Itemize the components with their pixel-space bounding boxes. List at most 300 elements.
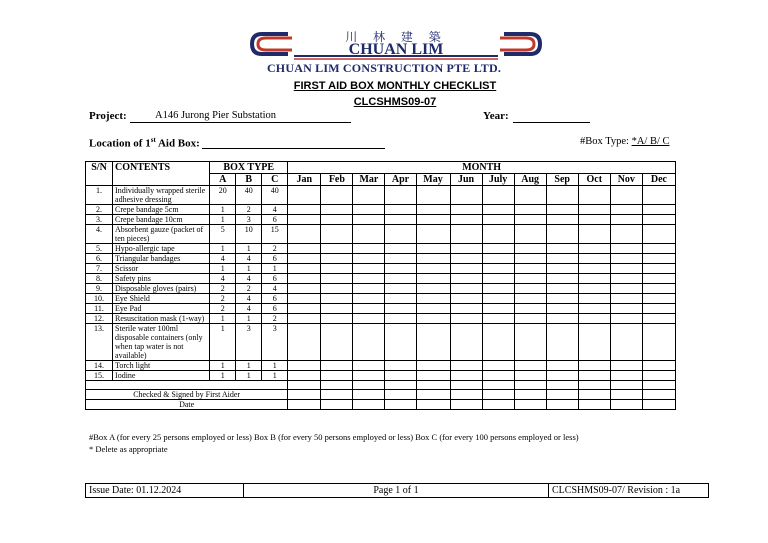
sign-cell-apr[interactable]: [385, 400, 416, 410]
check-cell-mar[interactable]: [353, 324, 385, 361]
table-row: [86, 186, 676, 205]
check-cell-dec[interactable]: [642, 244, 675, 254]
qty-c: 2: [262, 314, 288, 324]
check-cell-jun[interactable]: [450, 274, 482, 284]
check-cell-feb[interactable]: [321, 264, 353, 274]
month-header-feb: Feb: [321, 174, 353, 186]
sign-cell-oct[interactable]: [578, 390, 610, 400]
check-cell-dec[interactable]: [642, 304, 675, 314]
month-header-july: July: [482, 174, 514, 186]
row-sn: 2.: [86, 205, 113, 215]
check-cell-nov[interactable]: [610, 274, 642, 284]
check-cell-sep[interactable]: [546, 274, 578, 284]
signed-label: Checked & Signed by First Aider: [86, 390, 288, 400]
check-cell-mar[interactable]: [353, 205, 385, 215]
check-cell-oct[interactable]: [578, 274, 610, 284]
check-cell-sep[interactable]: [546, 371, 578, 381]
qty-a: 20: [210, 186, 236, 205]
check-cell-sep[interactable]: [546, 264, 578, 274]
check-cell-dec[interactable]: [642, 314, 675, 324]
check-cell-jun[interactable]: [450, 371, 482, 381]
check-cell-mar[interactable]: [353, 254, 385, 264]
qty-a: 1: [210, 264, 236, 274]
sign-cell-july: [482, 381, 514, 390]
check-cell-nov[interactable]: [610, 186, 642, 205]
check-cell-sep[interactable]: [546, 215, 578, 225]
check-cell-jun[interactable]: [450, 186, 482, 205]
qty-b: 40: [236, 186, 262, 205]
check-cell-dec[interactable]: [642, 264, 675, 274]
sign-cell-feb[interactable]: [321, 390, 353, 400]
check-cell-apr[interactable]: [385, 284, 416, 294]
sign-cell-nov[interactable]: [610, 390, 642, 400]
row-item: Iodine: [113, 371, 210, 381]
checklist-table: [85, 161, 676, 410]
table-row: [86, 215, 676, 225]
check-cell-apr[interactable]: [385, 274, 416, 284]
qty-c: 6: [262, 274, 288, 284]
check-cell-aug[interactable]: [514, 314, 546, 324]
month-header-aug: Aug: [514, 174, 546, 186]
check-cell-july[interactable]: [482, 314, 514, 324]
table-row: [86, 244, 676, 254]
check-cell-dec[interactable]: [642, 324, 675, 361]
row-item: Torch light: [113, 361, 210, 371]
check-cell-feb[interactable]: [321, 274, 353, 284]
check-cell-feb[interactable]: [321, 371, 353, 381]
check-cell-nov[interactable]: [610, 225, 642, 244]
check-cell-july[interactable]: [482, 205, 514, 215]
check-cell-may[interactable]: [416, 371, 450, 381]
check-cell-jun[interactable]: [450, 284, 482, 294]
check-cell-oct[interactable]: [578, 324, 610, 361]
check-cell-oct[interactable]: [578, 205, 610, 215]
check-cell-may[interactable]: [416, 314, 450, 324]
check-cell-may[interactable]: [416, 304, 450, 314]
check-cell-sep[interactable]: [546, 294, 578, 304]
check-cell-apr[interactable]: [385, 244, 416, 254]
month-header-mar: Mar: [353, 174, 385, 186]
qty-c: 1: [262, 371, 288, 381]
year-label: Year:: [483, 110, 509, 122]
check-cell-nov[interactable]: [610, 284, 642, 294]
sign-cell-mar[interactable]: [353, 390, 385, 400]
check-cell-jun[interactable]: [450, 314, 482, 324]
check-cell-oct[interactable]: [578, 314, 610, 324]
row-item: Crepe bandage 5cm: [113, 205, 210, 215]
sign-cell-jun[interactable]: [450, 390, 482, 400]
check-cell-sep[interactable]: [546, 304, 578, 314]
table-row: [86, 264, 676, 274]
check-cell-may[interactable]: [416, 225, 450, 244]
check-cell-apr[interactable]: [385, 371, 416, 381]
check-cell-jan[interactable]: [288, 294, 321, 304]
sign-cell-nov: [610, 381, 642, 390]
sign-cell-jun[interactable]: [450, 400, 482, 410]
check-cell-aug[interactable]: [514, 361, 546, 371]
sign-cell-oct[interactable]: [578, 400, 610, 410]
check-cell-mar[interactable]: [353, 186, 385, 205]
row-sn: 8.: [86, 274, 113, 284]
check-cell-feb[interactable]: [321, 186, 353, 205]
check-cell-oct[interactable]: [578, 186, 610, 205]
check-cell-mar[interactable]: [353, 225, 385, 244]
qty-a: 1: [210, 244, 236, 254]
row-sn: 1.: [86, 186, 113, 205]
sign-cell-sep[interactable]: [546, 400, 578, 410]
check-cell-july[interactable]: [482, 371, 514, 381]
check-cell-sep[interactable]: [546, 324, 578, 361]
check-cell-jun[interactable]: [450, 244, 482, 254]
date-label: Date: [86, 400, 288, 410]
month-header-jan: Jan: [288, 174, 321, 186]
check-cell-aug[interactable]: [514, 371, 546, 381]
check-cell-oct[interactable]: [578, 215, 610, 225]
check-cell-jan[interactable]: [288, 371, 321, 381]
row-item: Absorbent gauze (packet of ten pieces): [113, 225, 210, 244]
check-cell-jan[interactable]: [288, 254, 321, 264]
year-field[interactable]: [513, 110, 590, 123]
check-cell-feb[interactable]: [321, 304, 353, 314]
table-row: [86, 254, 676, 264]
table-row: [86, 205, 676, 215]
check-cell-apr[interactable]: [385, 186, 416, 205]
box-type-note: #Box A (for every 25 persons employed or less) Box B (for every 50 persons employed or less) Box C (for every 100 persons employed or less): [89, 432, 579, 442]
table-row: [86, 324, 676, 361]
check-cell-jun[interactable]: [450, 361, 482, 371]
date-row: [86, 400, 676, 410]
check-cell-may[interactable]: [416, 274, 450, 284]
qty-a: 2: [210, 284, 236, 294]
check-cell-may[interactable]: [416, 284, 450, 294]
check-cell-jan[interactable]: [288, 324, 321, 361]
check-cell-may[interactable]: [416, 254, 450, 264]
check-cell-feb[interactable]: [321, 294, 353, 304]
project-field[interactable]: [130, 110, 351, 123]
check-cell-mar[interactable]: [353, 371, 385, 381]
check-cell-aug[interactable]: [514, 304, 546, 314]
sign-cell-july[interactable]: [482, 390, 514, 400]
sign-cell-jun: [450, 381, 482, 390]
check-cell-jan[interactable]: [288, 205, 321, 215]
check-cell-dec[interactable]: [642, 215, 675, 225]
page-number: Page 1 of 1: [244, 484, 549, 498]
check-cell-dec[interactable]: [642, 274, 675, 284]
check-cell-jan[interactable]: [288, 304, 321, 314]
check-cell-oct[interactable]: [578, 225, 610, 244]
check-cell-feb[interactable]: [321, 254, 353, 264]
box-type: [580, 136, 670, 147]
company-name: CHUAN LIM CONSTRUCTION PTE LTD.: [266, 61, 502, 75]
check-cell-may[interactable]: [416, 324, 450, 361]
check-cell-jan[interactable]: [288, 244, 321, 254]
check-cell-may[interactable]: [416, 186, 450, 205]
check-cell-aug[interactable]: [514, 274, 546, 284]
check-cell-feb[interactable]: [321, 215, 353, 225]
check-cell-jan[interactable]: [288, 314, 321, 324]
check-cell-july[interactable]: [482, 254, 514, 264]
qty-c: 15: [262, 225, 288, 244]
row-sn: 6.: [86, 254, 113, 264]
check-cell-dec[interactable]: [642, 205, 675, 215]
check-cell-jan[interactable]: [288, 186, 321, 205]
check-cell-jan[interactable]: [288, 284, 321, 294]
check-cell-july[interactable]: [482, 284, 514, 294]
table-row: [86, 284, 676, 294]
check-cell-apr[interactable]: [385, 264, 416, 274]
row-item: Safety pins: [113, 274, 210, 284]
blank-cell: [86, 381, 288, 390]
check-cell-apr[interactable]: [385, 304, 416, 314]
check-cell-aug[interactable]: [514, 215, 546, 225]
check-cell-aug[interactable]: [514, 284, 546, 294]
project-label: Project:: [89, 110, 127, 122]
sign-cell-feb[interactable]: [321, 400, 353, 410]
sign-cell-jan[interactable]: [288, 390, 321, 400]
check-cell-nov[interactable]: [610, 294, 642, 304]
qty-b: 4: [236, 304, 262, 314]
sign-cell-aug: [514, 381, 546, 390]
check-cell-apr[interactable]: [385, 215, 416, 225]
check-cell-feb[interactable]: [321, 324, 353, 361]
sign-cell-may[interactable]: [416, 390, 450, 400]
check-cell-july[interactable]: [482, 225, 514, 244]
check-cell-aug[interactable]: [514, 264, 546, 274]
sign-cell-aug[interactable]: [514, 400, 546, 410]
box-type-label: #Box Type:: [580, 136, 629, 147]
check-cell-jan[interactable]: [288, 264, 321, 274]
month-header-nov: Nov: [610, 174, 642, 186]
sign-cell-july[interactable]: [482, 400, 514, 410]
check-cell-jun[interactable]: [450, 254, 482, 264]
issue-date: Issue Date: 01.12.2024: [86, 484, 244, 498]
check-cell-feb[interactable]: [321, 225, 353, 244]
check-cell-aug[interactable]: [514, 225, 546, 244]
check-cell-apr[interactable]: [385, 314, 416, 324]
qty-b: 1: [236, 314, 262, 324]
check-cell-jun[interactable]: [450, 215, 482, 225]
check-cell-sep[interactable]: [546, 225, 578, 244]
row-item: Hypo-allergic tape: [113, 244, 210, 254]
sign-cell-may: [416, 381, 450, 390]
qty-c: 3: [262, 324, 288, 361]
check-cell-sep[interactable]: [546, 205, 578, 215]
sign-cell-may[interactable]: [416, 400, 450, 410]
location-field[interactable]: [202, 136, 385, 149]
check-cell-dec[interactable]: [642, 186, 675, 205]
check-cell-feb[interactable]: [321, 205, 353, 215]
check-cell-aug[interactable]: [514, 244, 546, 254]
check-cell-mar[interactable]: [353, 294, 385, 304]
check-cell-oct[interactable]: [578, 284, 610, 294]
check-cell-aug[interactable]: [514, 324, 546, 361]
sign-cell-oct: [578, 381, 610, 390]
check-cell-sep[interactable]: [546, 186, 578, 205]
check-cell-apr[interactable]: [385, 361, 416, 371]
check-cell-apr[interactable]: [385, 205, 416, 215]
row-item: Disposable gloves (pairs): [113, 284, 210, 294]
check-cell-jun[interactable]: [450, 205, 482, 215]
check-cell-dec[interactable]: [642, 284, 675, 294]
document-code: CLCSHMS09-07: [353, 96, 437, 108]
sign-cell-mar[interactable]: [353, 400, 385, 410]
check-cell-nov[interactable]: [610, 371, 642, 381]
check-cell-aug[interactable]: [514, 294, 546, 304]
check-cell-july[interactable]: [482, 264, 514, 274]
check-cell-mar[interactable]: [353, 274, 385, 284]
check-cell-may[interactable]: [416, 361, 450, 371]
check-cell-oct[interactable]: [578, 264, 610, 274]
row-sn: 4.: [86, 225, 113, 244]
sign-cell-sep[interactable]: [546, 390, 578, 400]
check-cell-dec[interactable]: [642, 225, 675, 244]
check-cell-jan[interactable]: [288, 274, 321, 284]
check-cell-july[interactable]: [482, 324, 514, 361]
check-cell-apr[interactable]: [385, 254, 416, 264]
check-cell-sep[interactable]: [546, 284, 578, 294]
check-cell-feb[interactable]: [321, 314, 353, 324]
check-cell-mar[interactable]: [353, 264, 385, 274]
check-cell-july[interactable]: [482, 294, 514, 304]
row-sn: 5.: [86, 244, 113, 254]
month-header-may: May: [416, 174, 450, 186]
table-row: [86, 225, 676, 244]
check-cell-mar[interactable]: [353, 361, 385, 371]
check-cell-nov[interactable]: [610, 254, 642, 264]
check-cell-mar[interactable]: [353, 314, 385, 324]
check-cell-mar[interactable]: [353, 284, 385, 294]
row-sn: 14.: [86, 361, 113, 371]
header-month: MONTH: [288, 162, 676, 174]
check-cell-mar[interactable]: [353, 244, 385, 254]
header-contents: CONTENTS: [113, 162, 210, 186]
check-cell-nov[interactable]: [610, 205, 642, 215]
check-cell-sep[interactable]: [546, 314, 578, 324]
check-cell-jun[interactable]: [450, 304, 482, 314]
check-cell-oct[interactable]: [578, 361, 610, 371]
qty-b: 3: [236, 215, 262, 225]
sign-cell-dec[interactable]: [642, 400, 675, 410]
row-item: Eye Pad: [113, 304, 210, 314]
check-cell-apr[interactable]: [385, 324, 416, 361]
check-cell-may[interactable]: [416, 244, 450, 254]
check-cell-oct[interactable]: [578, 244, 610, 254]
qty-a: 5: [210, 225, 236, 244]
check-cell-july[interactable]: [482, 304, 514, 314]
sign-cell-nov[interactable]: [610, 400, 642, 410]
month-header-apr: Apr: [385, 174, 416, 186]
check-cell-oct[interactable]: [578, 254, 610, 264]
month-header-jun: Jun: [450, 174, 482, 186]
check-cell-dec[interactable]: [642, 294, 675, 304]
check-cell-feb[interactable]: [321, 284, 353, 294]
check-cell-sep[interactable]: [546, 254, 578, 264]
check-cell-oct[interactable]: [578, 371, 610, 381]
footer-table: [85, 483, 709, 498]
check-cell-oct[interactable]: [578, 304, 610, 314]
check-cell-apr[interactable]: [385, 294, 416, 304]
sign-cell-dec: [642, 381, 675, 390]
check-cell-jun[interactable]: [450, 264, 482, 274]
sign-cell-apr[interactable]: [385, 390, 416, 400]
check-cell-july[interactable]: [482, 361, 514, 371]
sign-cell-aug[interactable]: [514, 390, 546, 400]
qty-c: 1: [262, 264, 288, 274]
box-col-header: C: [262, 174, 288, 186]
check-cell-mar[interactable]: [353, 304, 385, 314]
check-cell-feb[interactable]: [321, 244, 353, 254]
check-cell-nov[interactable]: [610, 314, 642, 324]
check-cell-may[interactable]: [416, 215, 450, 225]
box-type-value[interactable]: *A/ B/ C: [631, 136, 670, 147]
check-cell-may[interactable]: [416, 205, 450, 215]
check-cell-dec[interactable]: [642, 254, 675, 264]
sign-cell-jan[interactable]: [288, 400, 321, 410]
check-cell-july[interactable]: [482, 274, 514, 284]
qty-b: 3: [236, 324, 262, 361]
month-header-oct: Oct: [578, 174, 610, 186]
check-cell-dec[interactable]: [642, 361, 675, 371]
qty-a: 1: [210, 371, 236, 381]
sign-cell-apr: [385, 381, 416, 390]
check-cell-nov[interactable]: [610, 361, 642, 371]
qty-a: 4: [210, 254, 236, 264]
check-cell-jan[interactable]: [288, 361, 321, 371]
check-cell-apr[interactable]: [385, 225, 416, 244]
revision: CLCSHMS09-07/ Revision : 1a: [549, 484, 709, 498]
check-cell-jun[interactable]: [450, 294, 482, 304]
row-item: Scissor: [113, 264, 210, 274]
check-cell-nov[interactable]: [610, 244, 642, 254]
check-cell-nov[interactable]: [610, 304, 642, 314]
qty-b: 10: [236, 225, 262, 244]
qty-c: 6: [262, 215, 288, 225]
check-cell-july[interactable]: [482, 186, 514, 205]
sign-cell-dec[interactable]: [642, 390, 675, 400]
check-cell-nov[interactable]: [610, 324, 642, 361]
check-cell-dec[interactable]: [642, 371, 675, 381]
check-cell-mar[interactable]: [353, 215, 385, 225]
check-cell-may[interactable]: [416, 294, 450, 304]
check-cell-sep[interactable]: [546, 361, 578, 371]
check-cell-jan[interactable]: [288, 225, 321, 244]
qty-a: 1: [210, 205, 236, 215]
row-item: Eye Shield: [113, 294, 210, 304]
check-cell-july[interactable]: [482, 215, 514, 225]
check-cell-oct[interactable]: [578, 294, 610, 304]
check-cell-jun[interactable]: [450, 225, 482, 244]
row-sn: 9.: [86, 284, 113, 294]
row-sn: 11.: [86, 304, 113, 314]
month-header-dec: Dec: [642, 174, 675, 186]
check-cell-jan[interactable]: [288, 215, 321, 225]
check-cell-aug[interactable]: [514, 205, 546, 215]
check-cell-july[interactable]: [482, 244, 514, 254]
check-cell-aug[interactable]: [514, 254, 546, 264]
delete-note: * Delete as appropriate: [89, 444, 168, 454]
check-cell-nov[interactable]: [610, 215, 642, 225]
check-cell-aug[interactable]: [514, 186, 546, 205]
check-cell-nov[interactable]: [610, 264, 642, 274]
table-row: [86, 314, 676, 324]
qty-c: 2: [262, 244, 288, 254]
location-label: Location of 1st Aid Box:: [89, 136, 200, 150]
check-cell-jun[interactable]: [450, 324, 482, 361]
check-cell-feb[interactable]: [321, 361, 353, 371]
check-cell-may[interactable]: [416, 264, 450, 274]
qty-b: 4: [236, 254, 262, 264]
check-cell-sep[interactable]: [546, 244, 578, 254]
